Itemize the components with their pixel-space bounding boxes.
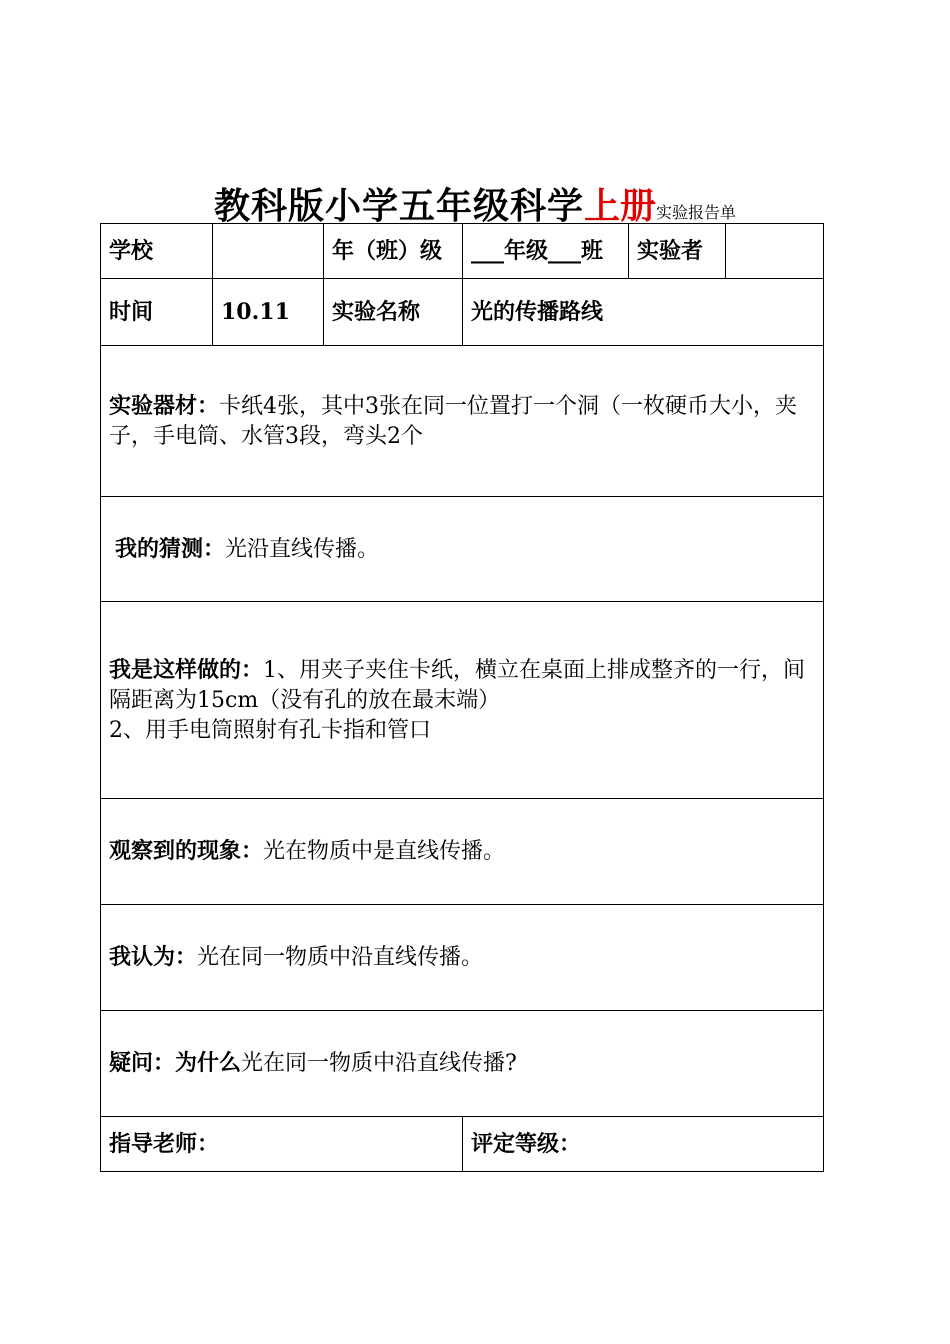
conclusion-text: 光在同一物质中沿直线传播。: [197, 945, 484, 970]
time-value: 10.11: [213, 279, 324, 346]
title-main: 教科版小学五年级科学: [213, 185, 584, 227]
question-label: 疑问：为什么: [109, 1050, 242, 1076]
observation-text: 光在物质中是直线传播。: [263, 839, 506, 864]
school-value: [213, 224, 324, 279]
guess-cell: [101, 497, 824, 602]
experiment-name-value: 光的传播路线: [463, 279, 824, 346]
procedure-line-2: 2、用手电筒照射有孔卡指和管口: [109, 717, 431, 743]
conclusion-label: 我认为：: [109, 944, 198, 970]
guess-row: [101, 497, 824, 602]
grade-label: 年（班）级: [324, 224, 463, 279]
question-cell: [101, 1011, 824, 1117]
observation-label: 观察到的现象：: [109, 838, 264, 864]
procedure-text-1: 1、用夹子夹住卡纸，横立在桌面上排成整齐的一行，间隔距离为15cm（没有孔的放在最末端）: [109, 657, 806, 713]
experiment-name-label: 实验名称: [324, 279, 463, 346]
school-label: 学校: [101, 224, 213, 279]
conclusion-cell: [101, 905, 824, 1011]
conclusion-row: [101, 905, 824, 1011]
procedure-cell: [101, 602, 824, 799]
report-title: [0, 178, 950, 229]
experimenter-label: 实验者: [629, 224, 726, 279]
header-row: [101, 224, 824, 279]
report-table: [100, 223, 824, 1172]
materials-cell: [101, 346, 824, 497]
title-suffix: 实验报告单: [656, 203, 737, 222]
procedure-line-1: [109, 655, 815, 716]
materials-text: 卡纸4张，其中3张在同一位置打一个洞（一枚硬币大小，夹子，手电筒、水管3段，弯头2个: [109, 393, 798, 449]
info-row: [101, 279, 824, 346]
guess-label: 我的猜测：: [115, 535, 226, 562]
teacher-label: 指导老师：: [101, 1117, 463, 1172]
guess-text: 光沿直线传播。: [225, 536, 380, 562]
footer-row: [101, 1117, 824, 1172]
title-highlight: 上册: [583, 185, 656, 227]
question-text: 光在同一物质中沿直线传播?: [241, 1051, 517, 1076]
rating-label: 评定等级：: [463, 1117, 824, 1172]
observation-row: [101, 799, 824, 905]
experimenter-value: [726, 224, 824, 279]
time-label: 时间: [101, 279, 213, 346]
procedure-label: 我是这样做的：: [109, 656, 264, 683]
procedure-row: [101, 602, 824, 799]
observation-cell: [101, 799, 824, 905]
grade-value: ___年级___班: [463, 224, 629, 279]
question-row: [101, 1011, 824, 1117]
materials-row: [101, 346, 824, 497]
materials-label: 实验器材：: [109, 392, 220, 419]
